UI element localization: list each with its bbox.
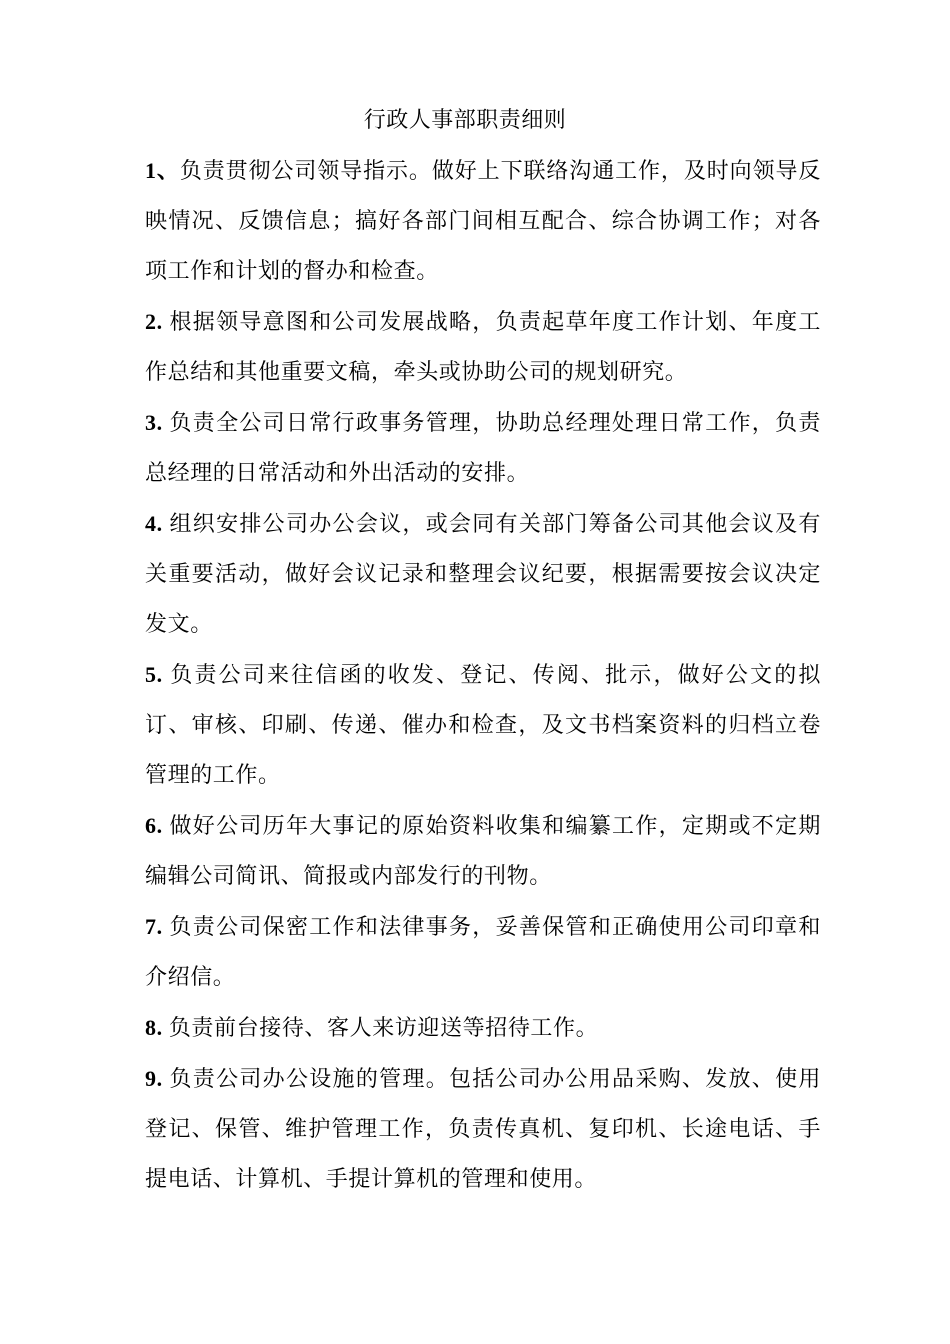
duty-number: 4. [145, 511, 170, 536]
duty-item-7 [145, 902, 821, 1003]
duty-number: 2. [145, 309, 170, 334]
duty-item-4 [145, 499, 821, 650]
duty-item-9 [145, 1054, 821, 1205]
duty-text: 根据领导意图和公司发展战略，负责起草年度工作计划、年度工作总结和其他重要文稿，牵头或协助公司的规划研究。 [145, 310, 821, 385]
duty-number: 3. [145, 410, 170, 435]
duty-number: 1、 [145, 158, 180, 183]
duty-text: 做好公司历年大事记的原始资料收集和编纂工作，定期或不定期编辑公司简讯、简报或内部发行的刊物。 [145, 814, 821, 889]
duty-number: 5. [145, 662, 171, 687]
document-title: 行政人事部职责细则 [363, 108, 567, 133]
duty-text: 组织安排公司办公会议，或会同有关部门筹备公司其他会议及有关重要活动，做好会议记录和整理会议纪要，根据需要按会议决定发文。 [145, 512, 821, 637]
duty-text: 负责公司保密工作和法律事务，妥善保管和正确使用公司印章和介绍信。 [145, 915, 821, 990]
duty-item-5 [145, 650, 821, 801]
duty-text: 负责前台接待、客人来访迎送等招待工作。 [168, 1016, 599, 1041]
duty-list [145, 146, 821, 1205]
duty-text: 负责贯彻公司领导指示。做好上下联络沟通工作，及时向领导反映情况、反馈信息；搞好各部门间相互配合、综合协调工作；对各项工作和计划的督办和检查。 [145, 159, 821, 284]
duty-item-1 [145, 146, 821, 297]
duty-number: 7. [145, 914, 170, 939]
duty-text: 负责公司办公设施的管理。包括公司办公用品采购、发放、使用登记、保管、维护管理工作，负责传真机、复印机、长途电话、手提电话、计算机、手提计算机的管理和使用。 [145, 1067, 821, 1192]
duty-number: 9. [145, 1066, 170, 1091]
duty-item-3 [145, 398, 821, 499]
duty-item-8 [145, 1003, 821, 1054]
duty-text: 负责公司来往信函的收发、登记、传阅、批示，做好公文的拟订、审核、印刷、传递、催办和检查，及文书档案资料的归档立卷管理的工作。 [145, 663, 821, 788]
duty-text: 负责全公司日常行政事务管理，协助总经理处理日常工作，负责总经理的日常活动和外出活动的安排。 [145, 411, 821, 486]
duty-number: 6. [145, 813, 170, 838]
duty-item-6 [145, 801, 821, 902]
duty-item-2 [145, 297, 821, 398]
duty-number: 8. [145, 1015, 169, 1040]
